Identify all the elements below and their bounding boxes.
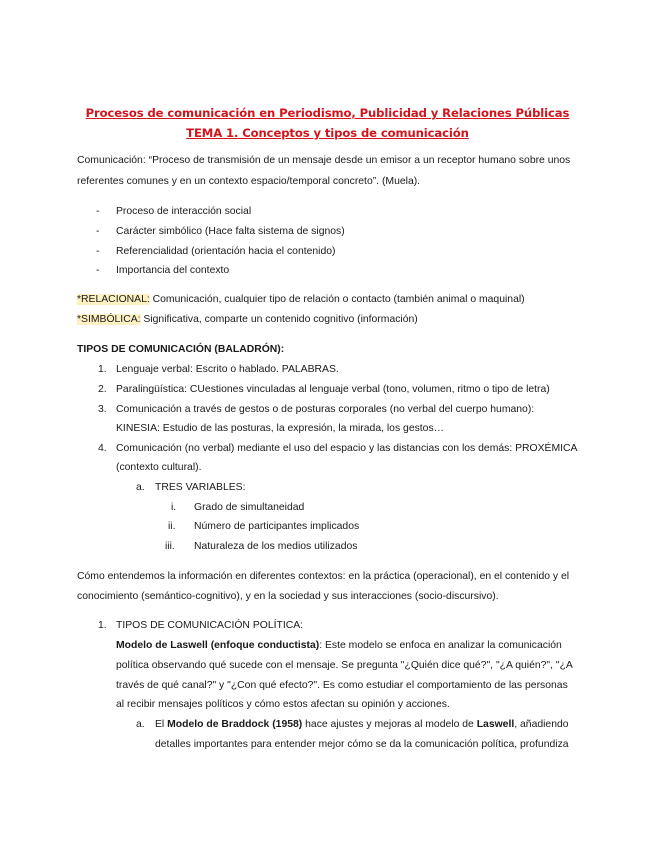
list-number: 1.	[98, 364, 107, 375]
definition-text: Significativa, comparte un contenido cognitivo (información)	[140, 314, 418, 325]
roman-numeral: ii.	[168, 521, 176, 532]
laswell-line-1	[116, 639, 562, 653]
laswell-line-2: política observando qué sucede con el mensaje. Se pregunta "¿Quién dice qué?", "¿A quién?", "¿A	[116, 660, 573, 671]
bullet-item: Importancia del contexto	[116, 265, 230, 276]
bullet-item: Referencialidad (orientación hacia el contenido)	[116, 246, 336, 257]
intro-line-1: Comunicación: “Proceso de transmisión de un mensaje desde un emisor a un receptor humano sobre unos	[77, 155, 571, 166]
list-item-continued: KINESIA: Estudio de las posturas, la expresión, la mirada, los gestos…	[116, 423, 445, 434]
list-number: 2.	[98, 384, 107, 395]
roman-item: Naturaleza de los medios utilizados	[194, 541, 358, 552]
bullet-marker: -	[96, 226, 100, 237]
list-number: 4.	[98, 443, 107, 454]
highlight-term: *SIMBÓLICA:	[77, 314, 141, 325]
bullet-marker: -	[96, 246, 100, 257]
laswell-line-3: través de qué canal?" y "¿Con qué efecto?". Es como estudiar el comportamiento de las personas	[116, 680, 568, 691]
definition-simbolica	[77, 313, 418, 327]
sublist-letter: a.	[136, 719, 145, 730]
list-number: 3.	[98, 404, 107, 415]
laswell-text: : Este modelo se enfoca en analizar la comunicación	[319, 640, 562, 651]
bullet-item: Proceso de interacción social	[116, 206, 252, 217]
roman-item: Número de participantes implicados	[194, 521, 360, 532]
laswell-line-4: al recibir mensajes políticos y cómo estos afectan su opinión y acciones.	[116, 699, 450, 710]
list-item: Comunicación (no verbal) mediante el uso del espacio y las distancias con los demás: PROXÉMICA	[116, 443, 578, 454]
braddock-pre: El	[155, 719, 168, 730]
contextos-line-1: Cómo entendemos la información en diferentes contextos: en la práctica (operacional), en el contenido y el	[77, 571, 570, 582]
laswell-model-name: Modelo de Laswell (enfoque conductista)	[116, 640, 320, 651]
list-item: Lenguaje verbal: Escrito o hablado. PALABRAS.	[116, 364, 339, 375]
list-item: Comunicación a través de gestos o de posturas corporales (no verbal del cuerpo humano):	[116, 404, 535, 415]
document-title: Procesos de comunicación en Periodismo, Publicidad y Relaciones Públicas	[85, 106, 570, 120]
braddock-model-name: Modelo de Braddock (1958)	[167, 719, 303, 730]
sublist-item: TRES VARIABLES:	[155, 482, 246, 493]
document-subtitle: TEMA 1. Conceptos y tipos de comunicación	[186, 126, 469, 140]
list-number: 1.	[98, 620, 107, 631]
bullet-marker: -	[96, 265, 100, 276]
definition-relacional	[77, 293, 525, 307]
list-item: Paralingüística: CUestiones vinculadas al lenguaje verbal (tono, volumen, ritmo o tipo de letra)	[116, 384, 550, 395]
definition-text: Comunicación, cualquier tipo de relación o contacto (también animal o maquinal)	[149, 294, 525, 305]
roman-numeral: i.	[171, 502, 177, 513]
politica-heading: TIPOS DE COMUNICACIÓN POLÍTICA:	[116, 620, 304, 631]
intro-line-2: referentes comunes y en un contexto espacio/temporal concreto”. (Muela).	[77, 176, 421, 187]
braddock-line-1	[155, 718, 569, 732]
bullet-marker: -	[96, 206, 100, 217]
highlight-term: *RELACIONAL:	[77, 294, 150, 305]
braddock-line-2: detalles importantes para entender mejor cómo se da la comunicación política, profundiza	[155, 739, 569, 750]
contextos-line-2: conocimiento (semántico-cognitivo), y en la sociedad y sus interacciones (socio-discursivo).	[77, 591, 499, 602]
list-item-continued: (contexto cultural).	[116, 462, 202, 473]
braddock-mid: hace ajustes y mejoras al modelo de	[302, 719, 477, 730]
laswell-name: Laswell	[476, 719, 515, 730]
roman-item: Grado de simultaneidad	[194, 502, 305, 513]
sublist-letter: a.	[136, 482, 145, 493]
roman-numeral: iii.	[165, 541, 175, 552]
braddock-post: , añadiendo	[514, 719, 569, 730]
bullet-item: Carácter simbólico (Hace falta sistema de signos)	[116, 226, 345, 237]
section-heading: TIPOS DE COMUNICACIÓN (BALADRÓN):	[77, 344, 285, 355]
